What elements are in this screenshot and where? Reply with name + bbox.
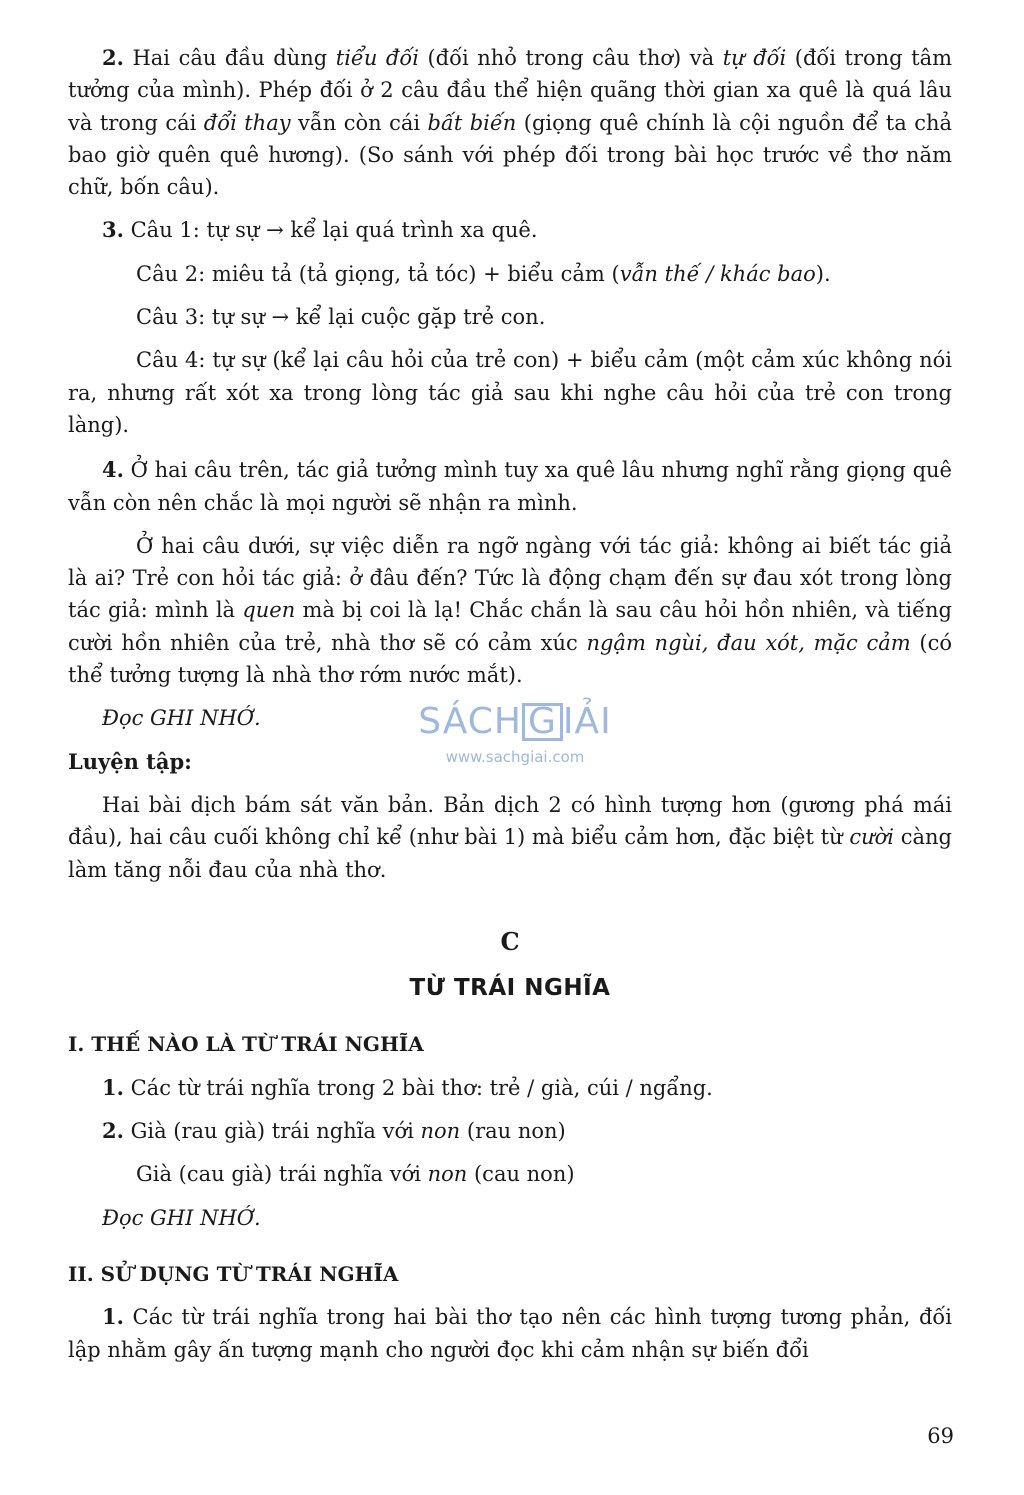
item-number: 2. [102,45,124,70]
item-number: 2. [102,1118,124,1144]
watermark-logo [410,702,620,766]
text-run: Già (rau già) trái nghĩa với [123,1119,421,1144]
text-run: ). [815,261,831,286]
italic-term: ngậm ngùi, đau xót, mặc cảm [586,630,911,655]
text-run: Câu 3: tự sự → kể lại cuộc gặp trẻ con. [136,305,546,330]
text-run: Hai bài dịch bám sát văn bản. Bản dịch 2 có hình tượng hơn (gương phá mái đầu), hai câu cuối không chỉ kể (như bài 1) mà biểu cảm hơn, đặc biệt từ [68,792,952,850]
watermark-url: www.sachgiai.com [445,748,585,766]
text-run: Câu 2: miêu tả (tả giọng, tả tóc) + biểu cảm ( [136,261,620,286]
text-run: (đối nhỏ trong câu thơ) và [418,46,723,70]
italic-term: non [427,1162,468,1187]
text-run: Các từ trái nghĩa trong 2 bài thơ: trẻ / già, cúi / ngẩng. [123,1075,713,1100]
part-2-heading: II. SỬ DỤNG TỪ TRÁI NGHĨA [68,1261,399,1286]
item-number: 1. [102,1304,124,1330]
text-run: Hai câu đầu dùng [123,46,336,70]
text-run: vẫn còn cái [290,110,428,135]
italic-term: bất biến [427,110,517,135]
italic-term: đổi thay [203,110,291,135]
item-number: 3. [102,217,124,243]
italic-term: tiểu đối [335,46,419,70]
text-run: Câu 4: tự sự (kể lại câu hỏi của trẻ con) + biểu cảm (một cảm xúc không nói ra, nhưng rất xót xa trong lòng tác giả sau khi nghe câu hỏi của trẻ con trong làng). [68,348,952,437]
watermark-text [410,702,620,742]
watermark-text-left: SÁCH [418,701,522,742]
paragraph-3-line-3 [68,301,952,333]
text-run: Ở hai câu dưới, sự việc diễn ra ngỡ ngàng với tác giả: không ai biết tác giả là ai? Trẻ con hỏi tác giả: ở đâu đến? Tức là động chạm đến sự đau xót trong lòng tác giả: mình là [68,533,952,623]
paragraph-3-line-2 [68,258,952,290]
part-1-item-2 [68,1115,952,1147]
item-number: 1. [102,1074,124,1100]
text-run: Câu 1: tự sự → kể lại quá trình xa quê. [123,218,538,243]
read-note-text: Đọc GHI NHỚ. [102,706,261,731]
text-run: Các từ trái nghĩa trong hai bài thơ tạo nên các hình tượng tương phản, đối lập nhằm gây ấn tượng mạnh cho người đọc khi cảm nhận sự biến đổi [68,1305,952,1362]
paragraph-4-continued [68,530,952,691]
part-2-item-1 [68,1301,952,1366]
text-run: (rau non) [460,1119,566,1144]
text-run: càng làm tăng nỗi đau của nhà thơ. [68,825,952,882]
text-run: Già (cau già) trái nghĩa với [136,1162,428,1187]
paragraph-4 [68,454,952,519]
section-title: TỪ TRÁI NGHĨA [409,975,611,1002]
part-1-heading: I. THẾ NÀO LÀ TỪ TRÁI NGHĨA [68,1032,424,1057]
text-run: (đối trong tâm tưởng của mình). Phép đối ở 2 câu đầu thể hiện quãng thời gian xa quê là quá lâu và trong cái [68,46,953,135]
section-letter: C [500,926,520,956]
watermark-text-right: IẢI [562,701,612,742]
practice-paragraph [68,789,952,886]
read-note-text: Đọc GHI NHỚ. [102,1205,261,1230]
page-number: 69 [927,1424,954,1448]
italic-term: non [420,1119,461,1144]
text-run: mà bị coi là lạ! Chắc chắn là sau câu hỏi hồn nhiên, và tiếng cười hồn nhiên của trẻ, nhà thơ sẽ có cảm xúc [68,598,952,655]
paragraph-3-line-1 [68,214,952,246]
paragraph-2 [68,42,952,203]
italic-term: tự đối [722,46,787,70]
italic-term: quen [242,598,296,623]
text-run: (có thể tưởng tượng là nhà thơ rớm nước mắt). [68,630,953,688]
part-1-item-1 [68,1072,952,1104]
part-1-item-2-line-2 [68,1158,952,1190]
text-run: (cau non) [467,1162,575,1187]
italic-term: vẫn thế / khác bao [619,261,816,286]
item-number: 4. [102,457,124,483]
text-run: Ở hai câu trên, tác giả tưởng mình tuy xa quê lâu nhưng nghĩ rằng giọng quê vẫn còn nên chắc là mọi người sẽ nhận ra mình. [68,458,952,515]
watermark-text-box: G [522,703,563,741]
paragraph-3-line-4 [68,344,952,441]
italic-term: cười [849,825,894,850]
read-note-2 [68,1202,952,1234]
text-run: (giọng quê chính là cội nguồn để ta chả bao giờ quên quê hương). (So sánh với phép đối trong bài học trước về thơ năm chữ, bốn câu). [68,110,953,200]
practice-heading: Luyện tập: [68,748,192,774]
